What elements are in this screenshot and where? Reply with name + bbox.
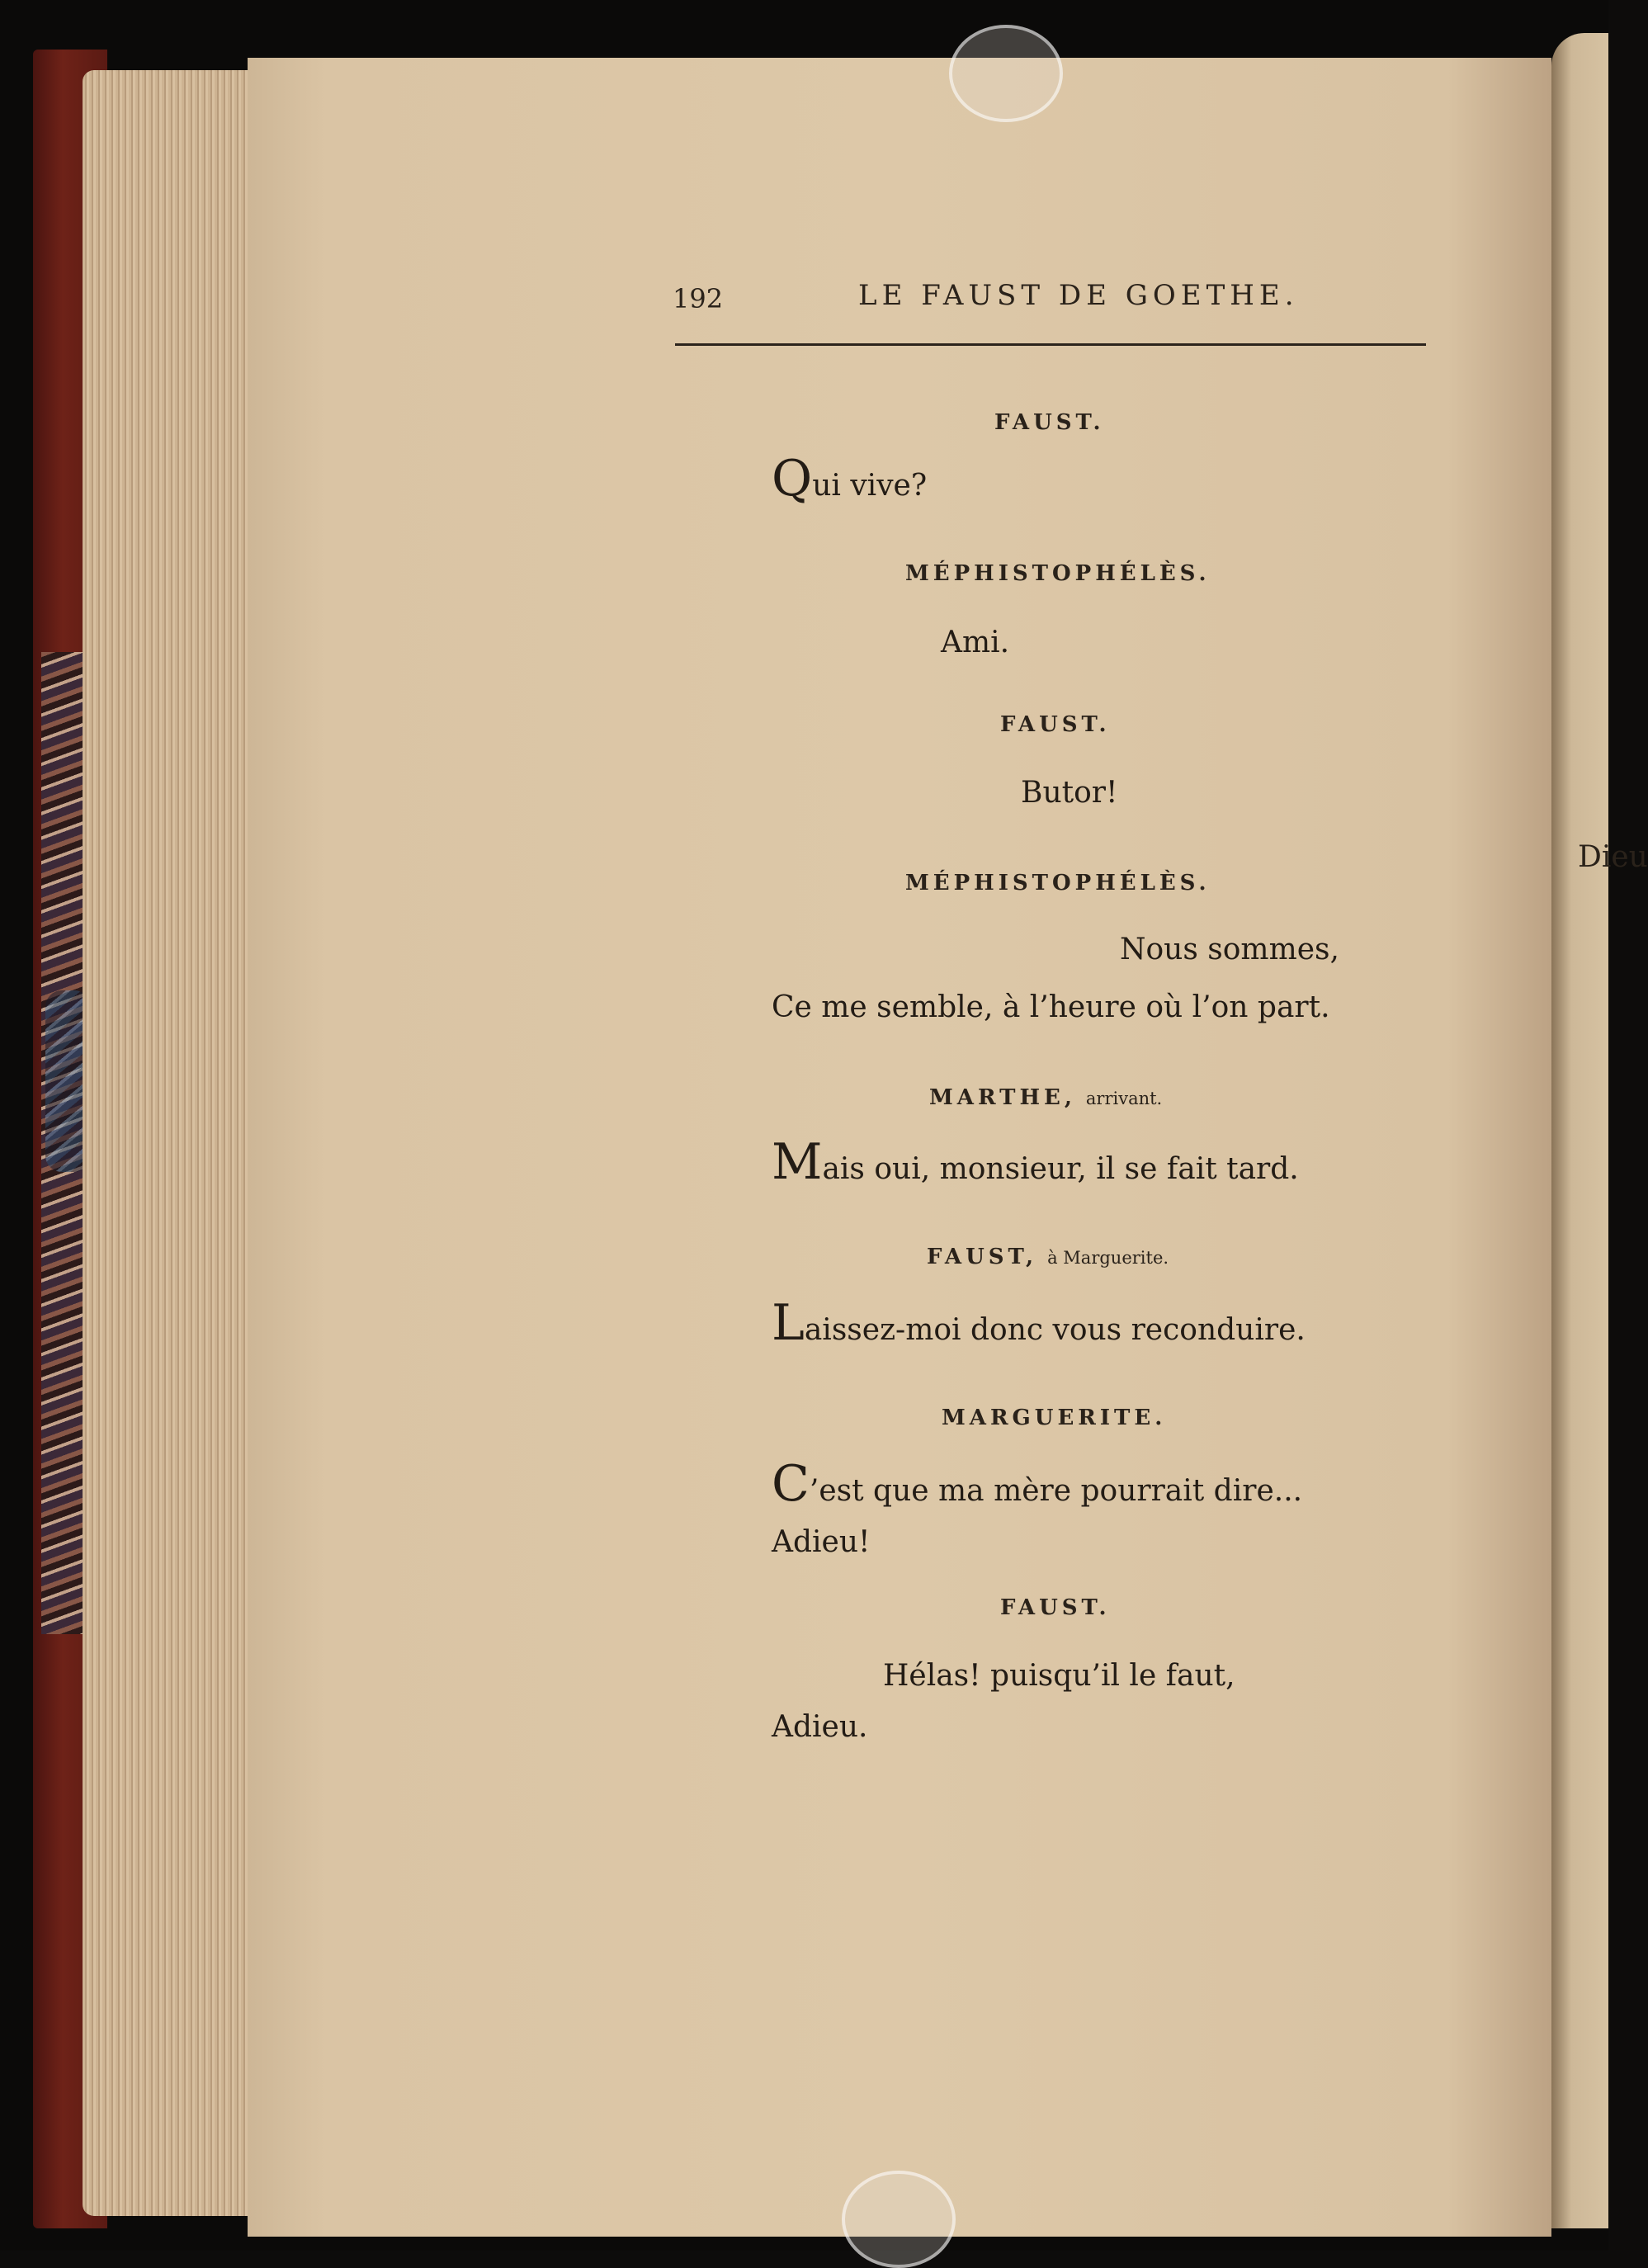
stage-direction: à Marguerite. [1047,1248,1169,1268]
verse-line: Butor! [1021,776,1118,810]
verse-line-rest: ais oui, monsieur, il se fait tard. [822,1152,1299,1186]
speaker-name: FAUST. [1000,1595,1111,1620]
speaker-name: MÉPHISTOPHÉLÈS. [905,561,1211,586]
speaker-name: MÉPHISTOPHÉLÈS. [905,871,1211,895]
verse-line: Adieu. [772,1710,868,1744]
speaker-label: MARTHE, [929,1085,1076,1110]
drop-cap: Q [772,450,813,508]
speaker-name: MARGUERITE. [942,1406,1167,1430]
verse-line [772,1133,1299,1191]
running-head-title: LE FAUST DE GOETHE. [858,279,1299,312]
page-edges [83,70,256,2216]
drop-cap: C [772,1455,810,1513]
speaker-name [927,1245,1169,1269]
drop-cap: M [772,1133,823,1191]
header-rule [675,343,1426,346]
page-clip-bottom [842,2171,956,2268]
drop-cap: L [772,1294,805,1352]
next-page-edge [1551,33,1608,2228]
next-page-fragment: Dieu [1578,840,1648,874]
verse-line-rest: ui vive? [812,469,928,503]
verse-line [772,1455,1303,1513]
verse-line: Ami. [941,626,1010,659]
verse-line: Hélas! puisqu’il le faut, [883,1659,1235,1693]
verse-line-rest: aissez-moi donc vous reconduire. [804,1313,1306,1347]
verse-line [772,1294,1306,1352]
page-number: 192 [673,283,724,314]
speaker-name: FAUST. [1000,712,1111,737]
verse-line: Nous sommes, [1120,933,1339,966]
speaker-name: FAUST. [994,410,1105,435]
speaker-label: FAUST, [927,1245,1038,1269]
verse-line: Ce me semble, à l’heure où l’on part. [772,990,1330,1024]
speaker-name [929,1085,1162,1110]
page-clip-top [949,25,1063,122]
verse-line [772,450,928,508]
stage-direction: arrivant. [1085,1089,1163,1108]
verse-line: Adieu! [772,1525,871,1559]
verse-line-rest: ’est que ma mère pourrait dire... [809,1474,1303,1508]
